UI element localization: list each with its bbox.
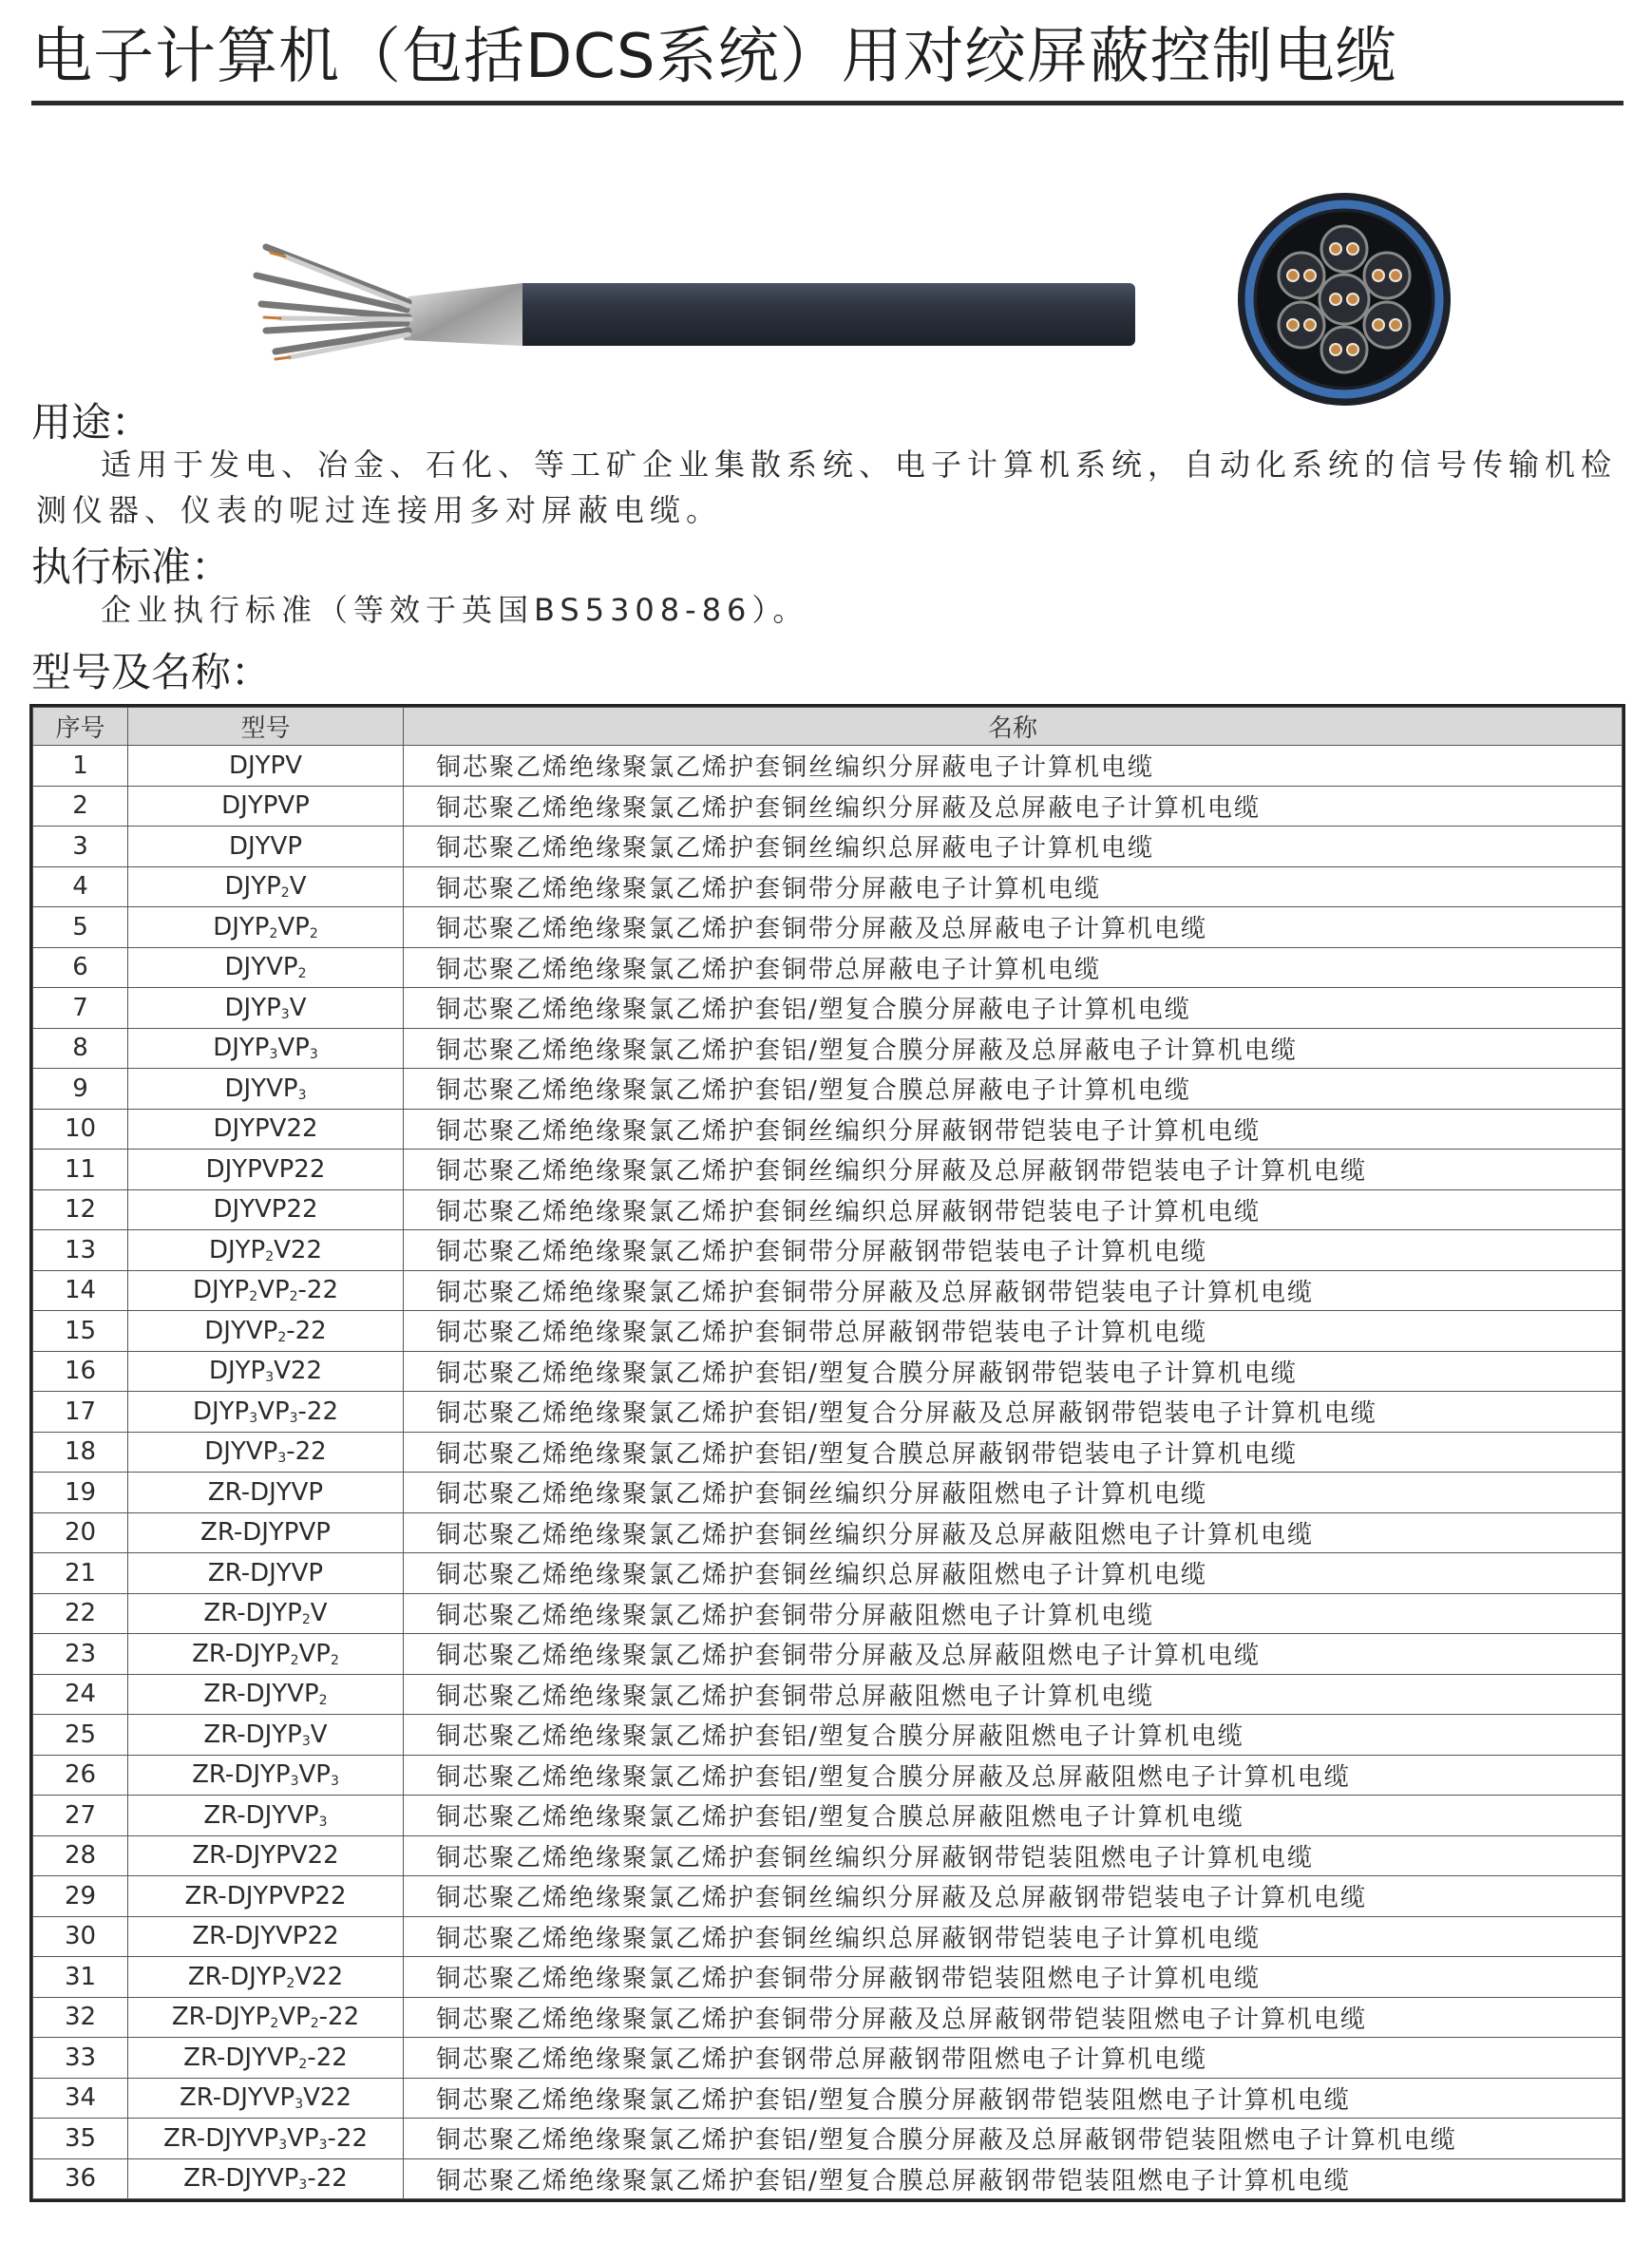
row-model: $DJYP_3VP_3-22$	[128, 1392, 404, 1433]
row-number: 5	[33, 907, 128, 948]
table-row	[33, 1755, 1623, 1796]
row-name: 铜芯聚乙烯绝缘聚氯乙烯护套铜带分屏蔽及总屏蔽钢带铠装阻燃电子计算机电缆	[404, 1997, 1623, 2038]
table-row	[33, 1432, 1623, 1473]
row-model: ZR-DJYVP22	[128, 1916, 404, 1957]
row-model: $DJYP_2VP_2-22$	[128, 1270, 404, 1311]
row-number: 29	[33, 1876, 128, 1917]
table-header-row	[33, 708, 1623, 746]
table-row	[33, 827, 1623, 867]
row-number: 36	[33, 2158, 128, 2199]
row-name: 铜芯聚乙烯绝缘聚氯乙烯护套铜带分屏蔽及总屏蔽钢带铠装电子计算机电缆	[404, 1270, 1623, 1311]
row-number: 6	[33, 947, 128, 988]
row-model: $ZR-DJYP_2VP_2$	[128, 1634, 404, 1675]
table-row	[33, 1916, 1623, 1957]
table-row	[33, 1674, 1623, 1715]
header-no: 序号	[33, 708, 128, 746]
row-name: 铜芯聚乙烯绝缘聚氯乙烯护套铜丝编织分屏蔽及总屏蔽钢带铠装电子计算机电缆	[404, 1876, 1623, 1917]
table-body	[33, 746, 1623, 2199]
table-row	[33, 1957, 1623, 1998]
row-model: $ZR-DJYVP_3VP_3-22$	[128, 2119, 404, 2159]
models-heading: 型号及名称：	[31, 649, 272, 695]
row-model: $DJYP_3V22$	[128, 1351, 404, 1392]
table-row	[33, 1109, 1623, 1150]
row-number: 21	[33, 1553, 128, 1594]
row-model: DJYVP	[128, 827, 404, 867]
cable-side-view-image	[247, 228, 1140, 361]
row-number: 11	[33, 1150, 128, 1190]
row-model: $DJYP_3V$	[128, 988, 404, 1029]
table-row	[33, 1270, 1623, 1311]
row-name: 铜芯聚乙烯绝缘聚氯乙烯护套铜带分屏蔽及总屏蔽阻燃电子计算机电缆	[404, 1634, 1623, 1675]
row-model: DJYPVP	[128, 786, 404, 827]
row-model: DJYPVP22	[128, 1150, 404, 1190]
row-number: 8	[33, 1028, 128, 1069]
row-name: 铜芯聚乙烯绝缘聚氯乙烯护套铜丝编织总屏蔽阻燃电子计算机电缆	[404, 1553, 1623, 1594]
row-name: 铜芯聚乙烯绝缘聚氯乙烯护套铜丝编织总屏蔽钢带铠装电子计算机电缆	[404, 1916, 1623, 1957]
row-name: 铜芯聚乙烯绝缘聚氯乙烯护套钢带总屏蔽钢带阻燃电子计算机电缆	[404, 2038, 1623, 2079]
table-row	[33, 786, 1623, 827]
row-model: $DJYP_2V$	[128, 866, 404, 907]
row-model: DJYVP22	[128, 1189, 404, 1230]
row-model: $ZR-DJYP_3VP_3$	[128, 1755, 404, 1796]
row-name: 铜芯聚乙烯绝缘聚氯乙烯护套铜带总屏蔽阻燃电子计算机电缆	[404, 1674, 1623, 1715]
row-name: 铜芯聚乙烯绝缘聚氯乙烯护套铜丝编织分屏蔽钢带铠装电子计算机电缆	[404, 1109, 1623, 1150]
row-name: 铜芯聚乙烯绝缘聚氯乙烯护套铜丝编织分屏蔽阻燃电子计算机电缆	[404, 1473, 1623, 1513]
table-row	[33, 1715, 1623, 1756]
row-model: ZR-DJYVP	[128, 1473, 404, 1513]
row-name: 铜芯聚乙烯绝缘聚氯乙烯护套铜丝编织分屏蔽电子计算机电缆	[404, 746, 1623, 787]
page-title: 电子计算机（包括DCS系统）用对绞屏蔽控制电缆	[31, 22, 1397, 92]
row-number: 12	[33, 1189, 128, 1230]
table-row	[33, 1351, 1623, 1392]
row-number: 34	[33, 2078, 128, 2119]
table-row	[33, 988, 1623, 1029]
table-row	[33, 1028, 1623, 1069]
row-number: 4	[33, 866, 128, 907]
row-name: 铜芯聚乙烯绝缘聚氯乙烯护套铜带分屏蔽钢带铠装电子计算机电缆	[404, 1230, 1623, 1271]
row-name: 铜芯聚乙烯绝缘聚氯乙烯护套铜带总屏蔽钢带铠装电子计算机电缆	[404, 1311, 1623, 1352]
row-model: $DJYVP_2$	[128, 947, 404, 988]
row-name: 铜芯聚乙烯绝缘聚氯乙烯护套铜带分屏蔽阻燃电子计算机电缆	[404, 1593, 1623, 1634]
table-row	[33, 947, 1623, 988]
row-model: $DJYVP_2-22$	[128, 1311, 404, 1352]
row-name: 铜芯聚乙烯绝缘聚氯乙烯护套铝/塑复合膜总屏蔽电子计算机电缆	[404, 1069, 1623, 1110]
row-model: $DJYP_2VP_2$	[128, 907, 404, 948]
row-name: 铜芯聚乙烯绝缘聚氯乙烯护套铜丝编织分屏蔽及总屏蔽钢带铠装电子计算机电缆	[404, 1150, 1623, 1190]
row-model: $ZR-DJYP_3V$	[128, 1715, 404, 1756]
row-number: 14	[33, 1270, 128, 1311]
row-number: 33	[33, 2038, 128, 2079]
row-number: 17	[33, 1392, 128, 1433]
row-number: 16	[33, 1351, 128, 1392]
row-number: 1	[33, 746, 128, 787]
row-name: 铜芯聚乙烯绝缘聚氯乙烯护套铝/塑复合膜分屏蔽钢带铠装阻燃电子计算机电缆	[404, 2078, 1623, 2119]
row-name: 铜芯聚乙烯绝缘聚氯乙烯护套铝/塑复合膜分屏蔽及总屏蔽阻燃电子计算机电缆	[404, 1755, 1623, 1796]
row-model: $ZR-DJYVP_3V22$	[128, 2078, 404, 2119]
row-name: 铜芯聚乙烯绝缘聚氯乙烯护套铜带分屏蔽及总屏蔽电子计算机电缆	[404, 907, 1623, 948]
row-number: 19	[33, 1473, 128, 1513]
row-number: 10	[33, 1109, 128, 1150]
row-number: 26	[33, 1755, 128, 1796]
row-name: 铜芯聚乙烯绝缘聚氯乙烯护套铜丝编织总屏蔽钢带铠装电子计算机电缆	[404, 1189, 1623, 1230]
row-model: $ZR-DJYP_2VP_2-22$	[128, 1997, 404, 2038]
row-model: $ZR-DJYVP_3-22$	[128, 2158, 404, 2199]
row-number: 30	[33, 1916, 128, 1957]
table-row	[33, 1997, 1623, 2038]
row-number: 31	[33, 1957, 128, 1998]
row-model: $ZR-DJYVP_2$	[128, 1674, 404, 1715]
row-number: 2	[33, 786, 128, 827]
table-row	[33, 1512, 1623, 1553]
row-number: 23	[33, 1634, 128, 1675]
table-row	[33, 2158, 1623, 2199]
row-name: 铜芯聚乙烯绝缘聚氯乙烯护套铝/塑复合膜分屏蔽电子计算机电缆	[404, 988, 1623, 1029]
row-name: 铜芯聚乙烯绝缘聚氯乙烯护套铝/塑复合膜总屏蔽钢带铠装阻燃电子计算机电缆	[404, 2158, 1623, 2199]
row-number: 24	[33, 1674, 128, 1715]
row-name: 铜芯聚乙烯绝缘聚氯乙烯护套铝/塑复合膜分屏蔽阻燃电子计算机电缆	[404, 1715, 1623, 1756]
row-name: 铜芯聚乙烯绝缘聚氯乙烯护套铝/塑复合膜分屏蔽及总屏蔽钢带铠装阻燃电子计算机电缆	[404, 2119, 1623, 2159]
row-model: ZR-DJYPV22	[128, 1835, 404, 1876]
cable-cross-section-image	[1235, 190, 1453, 409]
row-name: 铜芯聚乙烯绝缘聚氯乙烯护套铜丝编织总屏蔽电子计算机电缆	[404, 827, 1623, 867]
header-model: 型号	[128, 708, 404, 746]
row-model: DJYPV22	[128, 1109, 404, 1150]
table-row	[33, 2119, 1623, 2159]
row-model: $ZR-DJYVP_3$	[128, 1796, 404, 1836]
row-model: $ZR-DJYP_2V22$	[128, 1957, 404, 1998]
row-name: 铜芯聚乙烯绝缘聚氯乙烯护套铝/塑复合分屏蔽及总屏蔽钢带铠装电子计算机电缆	[404, 1392, 1623, 1433]
row-model: $ZR-DJYVP_2-22$	[128, 2038, 404, 2079]
row-number: 13	[33, 1230, 128, 1271]
table-row	[33, 1634, 1623, 1675]
row-number: 9	[33, 1069, 128, 1110]
row-number: 18	[33, 1432, 128, 1473]
row-model: ZR-DJYPVP	[128, 1512, 404, 1553]
table-row	[33, 1876, 1623, 1917]
model-table	[29, 704, 1625, 2202]
row-number: 3	[33, 827, 128, 867]
table-row	[33, 1311, 1623, 1352]
table-row	[33, 1150, 1623, 1190]
table-row	[33, 2078, 1623, 2119]
row-model: DJYPV	[128, 746, 404, 787]
row-name: 铜芯聚乙烯绝缘聚氯乙烯护套铜带分屏蔽钢带铠装阻燃电子计算机电缆	[404, 1957, 1623, 1998]
row-model: ZR-DJYPVP22	[128, 1876, 404, 1917]
row-number: 22	[33, 1593, 128, 1634]
table-row	[33, 1835, 1623, 1876]
header-name: 名称	[404, 708, 1623, 746]
table-row	[33, 1593, 1623, 1634]
table-row	[33, 1553, 1623, 1594]
table-row	[33, 866, 1623, 907]
table-row	[33, 1392, 1623, 1433]
table-row	[33, 907, 1623, 948]
row-name: 铜芯聚乙烯绝缘聚氯乙烯护套铜带分屏蔽电子计算机电缆	[404, 866, 1623, 907]
usage-heading: 用途：	[31, 399, 152, 446]
row-model: $DJYP_3VP_3$	[128, 1028, 404, 1069]
row-number: 20	[33, 1512, 128, 1553]
standard-text: 企业执行标准（等效于英国BS5308-86）。	[101, 592, 809, 628]
row-name: 铜芯聚乙烯绝缘聚氯乙烯护套铜丝编织分屏蔽及总屏蔽阻燃电子计算机电缆	[404, 1512, 1623, 1553]
row-number: 35	[33, 2119, 128, 2159]
row-name: 铜芯聚乙烯绝缘聚氯乙烯护套铝/塑复合膜分屏蔽钢带铠装电子计算机电缆	[404, 1351, 1623, 1392]
row-number: 25	[33, 1715, 128, 1756]
table-row	[33, 1796, 1623, 1836]
row-model: ZR-DJYVP	[128, 1553, 404, 1594]
table-row	[33, 1069, 1623, 1110]
table-row	[33, 1230, 1623, 1271]
row-model: $ZR-DJYP_2V$	[128, 1593, 404, 1634]
row-number: 7	[33, 988, 128, 1029]
row-name: 铜芯聚乙烯绝缘聚氯乙烯护套铝/塑复合膜总屏蔽阻燃电子计算机电缆	[404, 1796, 1623, 1836]
row-name: 铜芯聚乙烯绝缘聚氯乙烯护套铜丝编织分屏蔽钢带铠装阻燃电子计算机电缆	[404, 1835, 1623, 1876]
row-model: $DJYVP_3-22$	[128, 1432, 404, 1473]
table-row	[33, 746, 1623, 787]
table-row	[33, 1473, 1623, 1513]
usage-text: 适用于发电、冶金、石化、等工矿企业集散系统、电子计算机系统，自动化系统的信号传输机检测仪器、仪表的呢过连接用多对屏蔽电缆。	[36, 447, 1618, 528]
table-row	[33, 1189, 1623, 1230]
row-name: 铜芯聚乙烯绝缘聚氯乙烯护套铝/塑复合膜总屏蔽钢带铠装电子计算机电缆	[404, 1432, 1623, 1473]
table-row	[33, 2038, 1623, 2079]
row-name: 铜芯聚乙烯绝缘聚氯乙烯护套铜带总屏蔽电子计算机电缆	[404, 947, 1623, 988]
row-number: 15	[33, 1311, 128, 1352]
row-number: 27	[33, 1796, 128, 1836]
row-model: $DJYVP_3$	[128, 1069, 404, 1110]
row-number: 28	[33, 1835, 128, 1876]
row-name: 铜芯聚乙烯绝缘聚氯乙烯护套铜丝编织分屏蔽及总屏蔽电子计算机电缆	[404, 786, 1623, 827]
row-number: 32	[33, 1997, 128, 2038]
row-model: $DJYP_2V22$	[128, 1230, 404, 1271]
row-name: 铜芯聚乙烯绝缘聚氯乙烯护套铝/塑复合膜分屏蔽及总屏蔽电子计算机电缆	[404, 1028, 1623, 1069]
title-divider	[31, 101, 1624, 105]
standard-heading: 执行标准：	[31, 543, 232, 590]
